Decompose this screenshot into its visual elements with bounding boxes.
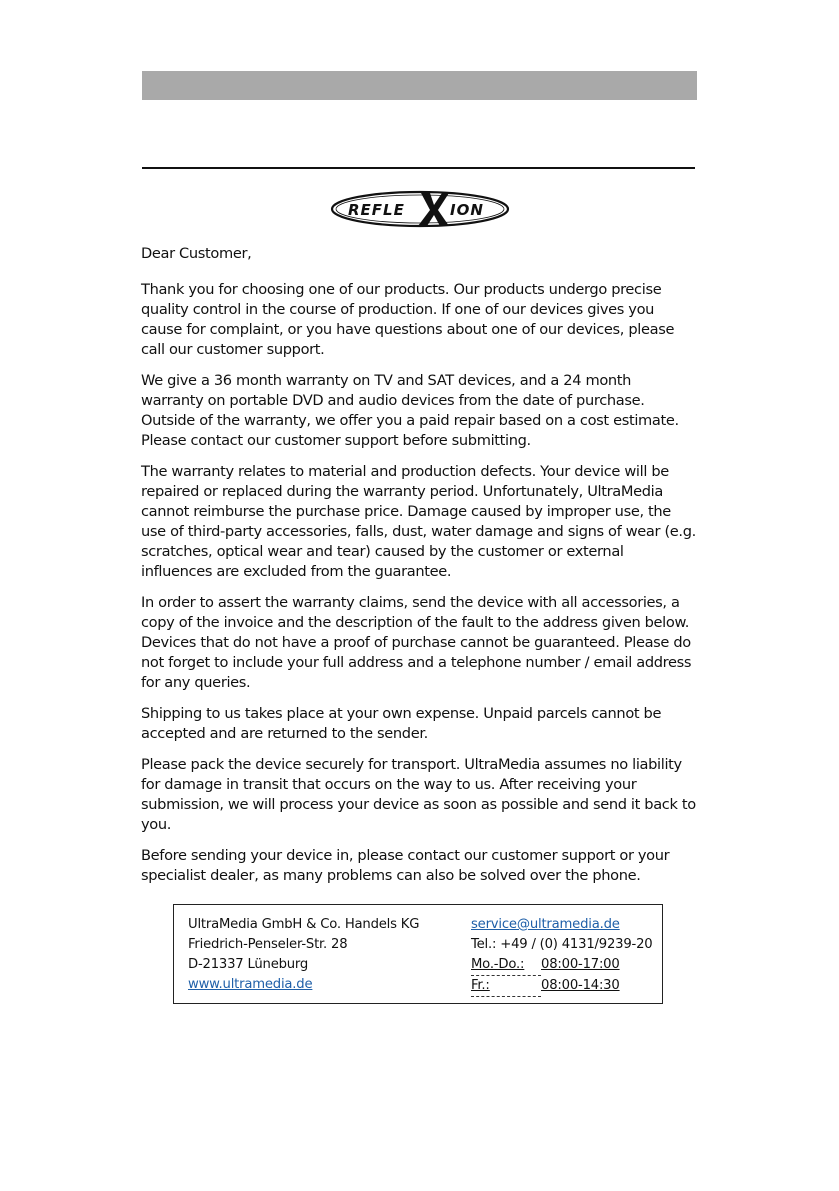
hours-time: 08:00-17:00	[541, 957, 620, 972]
reflexion-logo	[330, 189, 510, 229]
contact-column	[471, 915, 652, 997]
divider-line	[142, 167, 695, 169]
paragraph-claims: In order to assert the warranty claims, send the device with all accessories, a copy of the invoice and the description of the fault to the address given below. Devices that do not have a proof of purchase cannot be guaranteed. Please do not forget to include your full address and a telephone number / email address for any queries.	[141, 594, 692, 691]
email-link[interactable]: service@ultramedia.de	[471, 917, 620, 932]
phone-number: Tel.: +49 / (0) 4131/9239-20	[471, 937, 653, 952]
street-address: Friedrich-Penseler-Str. 28	[188, 937, 348, 952]
svg-text:REFLE: REFLE	[348, 201, 405, 219]
letter-body	[141, 244, 697, 897]
contact-box	[173, 904, 663, 1004]
paragraph-intro: Thank you for choosing one of our products. Our products undergo precise quality control in the course of production. If one of our devices gives you cause for complaint, or you have questions about one of our devices, please call our customer support.	[141, 281, 675, 358]
website-link[interactable]: www.ultramedia.de	[188, 977, 313, 992]
paragraph-warranty-scope: The warranty relates to material and production defects. Your device will be repaired or replaced during the warranty period. Unfortunately, UltraMedia cannot reimburse the purchase price. Damage caused by improper use, the use of third-party accessories, falls, dust, water damage and signs of wear (e.g. scratches, optical wear and tear) caused by the customer or external influences are excluded from the guarantee.	[141, 463, 696, 580]
paragraph-contact-first: Before sending your device in, please contact our customer support or your specialist dealer, as many problems can also be solved over the phone.	[141, 847, 670, 884]
hours-friday	[471, 976, 652, 997]
paragraph-packing: Please pack the device securely for transport. UltraMedia assumes no liability for damage in transit that occurs on the way to us. After receiving your submission, we will process your device as soon as possible and send it back to you.	[141, 756, 696, 833]
greeting: Dear Customer,	[141, 245, 252, 262]
address-column	[188, 915, 419, 995]
svg-text:ION: ION	[450, 201, 484, 219]
company-name: UltraMedia GmbH & Co. Handels KG	[188, 917, 420, 932]
hours-weekdays	[471, 955, 652, 976]
hours-time: 08:00-14:30	[541, 978, 620, 993]
paragraph-warranty-period: We give a 36 month warranty on TV and SAT devices, and a 24 month warranty on portable DVD and audio devices from the date of purchase. Outside of the warranty, we offer you a paid repair based on a cost estimate. Please contact our customer support before submitting.	[141, 372, 679, 449]
hours-days: Mo.-Do.:	[471, 955, 541, 976]
city-address: D-21337 Lüneburg	[188, 957, 309, 972]
header-bar	[142, 71, 697, 100]
hours-days: Fr.:	[471, 976, 541, 997]
paragraph-shipping: Shipping to us takes place at your own expense. Unpaid parcels cannot be accepted and are returned to the sender.	[141, 705, 662, 742]
